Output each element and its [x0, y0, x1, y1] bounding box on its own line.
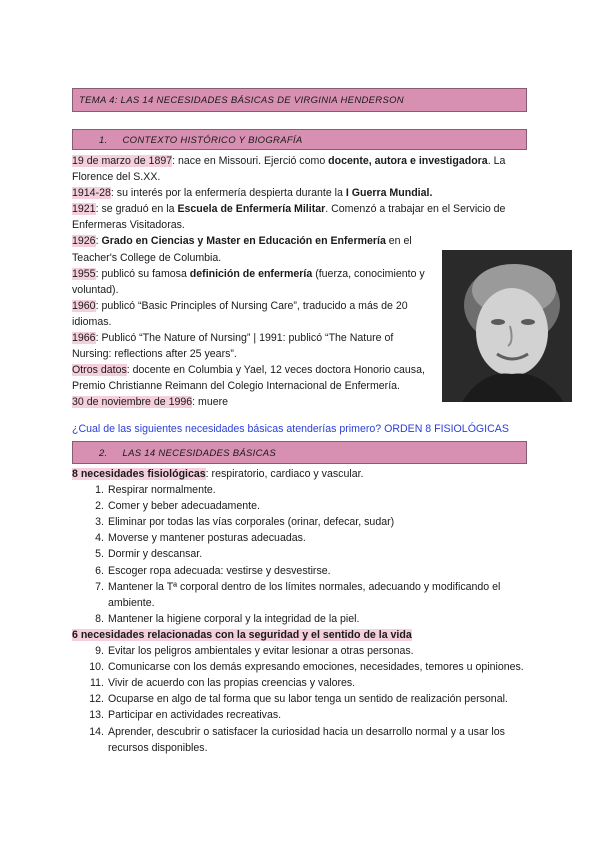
bio-bold: definición de enfermería: [189, 267, 313, 280]
list-item: 9. Evitar los peligros ambientales y evitar lesionar a otras personas.: [95, 645, 414, 658]
list-item: 6. Escoger ropa adecuada: vestirse y desvestirse.: [95, 564, 331, 577]
list-item: 4. Moverse y mantener posturas adecuadas.: [95, 532, 306, 545]
list-item: 11. Vivir de acuerdo con las propias creencias y valores.: [90, 677, 356, 690]
section-1-banner: [72, 129, 527, 150]
list-item: 2. Comer y beber adecuadamente.: [95, 500, 260, 513]
bio-date: 1926: [72, 235, 96, 248]
group-description: : respiratorio, cardiaco y vascular.: [205, 468, 364, 480]
bio-text: (fuerza, conocimiento y: [312, 267, 425, 280]
list-item: 13. Participar en actividades recreativas.: [89, 709, 282, 722]
bio-date: 1955: [72, 267, 96, 280]
portrait-photo: [442, 250, 572, 402]
physiological-needs-list: [72, 482, 532, 627]
bio-line: Nursing: reflections after 25 years”.: [72, 348, 237, 361]
bio-date: 1966: [72, 332, 96, 345]
question-link[interactable]: ¿Cual de las siguientes necesidades básicas atenderías primero? ORDEN 8 FISIOLÓGICAS: [72, 423, 509, 435]
bio-text: :: [95, 235, 102, 248]
bio-text: : se graduó en la: [95, 203, 178, 216]
list-item: 12. Ocuparse en algo de tal forma que su labor tenga un sentido de realización personal.: [89, 693, 508, 706]
list-item: 10. Comunicarse con los demás expresando emociones, necesidades, temores u opiniones.: [89, 661, 524, 674]
bio-text: : su interés por la enfermería despierta durante la: [110, 187, 346, 200]
group-title: 8 necesidades fisiológicas: [72, 468, 206, 480]
section-2-title: LAS 14 NECESIDADES BÁSICAS: [122, 448, 277, 459]
bio-bold: Escuela de Enfermería Militar: [177, 203, 326, 216]
needs-section: [72, 466, 532, 756]
bio-text: : nace en Missouri. Ejerció como: [172, 155, 329, 167]
bio-date: 1960: [72, 299, 96, 312]
bio-line: idiomas.: [72, 315, 112, 328]
bio-label: Otros datos: [72, 364, 127, 377]
list-item: 3. Eliminar por todas las vías corporales (orinar, defecar, sudar): [95, 516, 395, 529]
bio-bold: docente, autora e investigadora: [328, 155, 488, 167]
bio-text: : muere: [192, 396, 229, 409]
bio-text: : publicó “Basic Principles of Nursing Care”, traducido a más de 20: [95, 299, 408, 312]
bio-line: voluntad).: [72, 283, 119, 296]
safety-needs-list: [72, 643, 532, 756]
section-1-number: 1.: [99, 135, 108, 146]
bio-line: Florence del S.XX.: [72, 171, 161, 184]
topic-title-banner: [72, 88, 527, 112]
bio-text: en el: [385, 235, 412, 248]
section-1-title: CONTEXTO HISTÓRICO Y BIOGRAFÍA: [122, 135, 303, 146]
bio-line: [72, 201, 527, 217]
bio-text: : Publicó “The Nature of Nursing” | 1991: publicó “The Nature of: [95, 332, 394, 345]
bio-bold: I Guerra Mundial.: [345, 187, 433, 200]
bio-bold: Grado en Ciencias y Master en Educación en Enfermería: [101, 235, 386, 248]
bio-text: . Comenzó a trabajar en el Servicio de: [325, 203, 506, 216]
portrait-illustration: [442, 250, 572, 402]
safety-needs-heading: [72, 627, 532, 643]
group-title: 6 necesidades relacionadas con la seguridad y el sentido de la vida: [72, 628, 412, 641]
bio-line: Teacher's College de Columbia.: [72, 251, 222, 264]
bio-text: : docente en Columbia y Yael, 12 veces doctora Honorio causa,: [126, 364, 425, 377]
bio-date: 19 de marzo de 1897: [72, 155, 173, 167]
bio-line: [72, 233, 527, 249]
topic-title: TEMA 4: LAS 14 NECESIDADES BÁSICAS DE VIRGINIA HENDERSON: [79, 95, 404, 106]
list-item: 14. Aprender, descubrir o satisfacer la curiosidad hacia un desarrollo normal y a usar los recursos disponibles.: [89, 725, 505, 754]
bio-text: . La: [487, 155, 506, 167]
bio-line: [72, 185, 527, 201]
physiological-needs-heading: [72, 466, 532, 482]
bio-line: [72, 153, 527, 169]
section-2-number: 2.: [99, 448, 108, 459]
bio-date: 1921: [72, 203, 96, 216]
list-item: 8. Mantener la higiene corporal y la integridad de la piel.: [95, 612, 360, 625]
section-2-banner: [72, 441, 527, 464]
list-item: 5. Dormir y descansar.: [95, 548, 203, 561]
list-item: 7. Mantener la Tª corporal dentro de los límites normales, adecuando y modificando el ambiente.: [95, 580, 501, 609]
bio-date: 1914-28: [72, 187, 111, 200]
list-item: 1. Respirar normalmente.: [95, 484, 216, 497]
bio-text: : publicó su famosa: [95, 267, 190, 280]
bio-line: Enfermeras Visitadoras.: [72, 219, 185, 232]
bio-date: 30 de noviembre de 1996: [72, 396, 193, 409]
bio-line: Premio Christianne Reimann del Colegio Internacional de Enfermería.: [72, 380, 400, 393]
